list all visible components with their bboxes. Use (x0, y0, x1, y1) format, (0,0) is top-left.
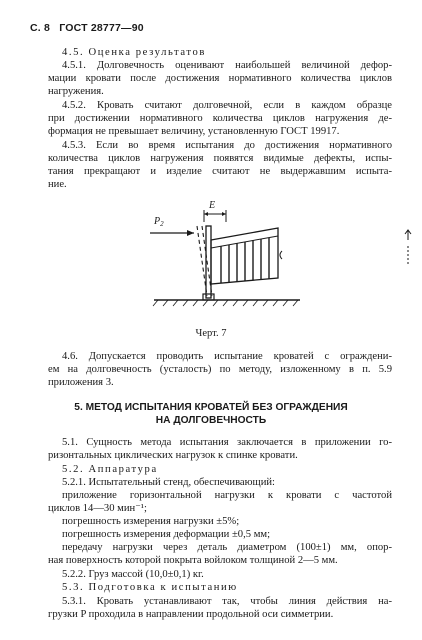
subsection-title: 5.3. Подготовка к испытанию (62, 582, 238, 593)
text-line: 4.6. Допускается проводить испытание кроватей с ограждени- (62, 351, 392, 362)
text-line: 5.1. Сущность метода испытания заключается в приложении го- (62, 437, 392, 448)
text-line: 4.5.2. Кровать считают долговечной, если в каждом образце (62, 100, 392, 111)
page-header (30, 22, 144, 34)
dimension-e-label: E (209, 200, 216, 211)
section-title: 4.5. Оценка результатов (62, 47, 206, 58)
text-line: 5.3.1. Кровать устанавливают так, чтобы линия действия на- (62, 596, 392, 607)
text-line: формация не превышает величину, установленную ГОСТ 19917. (48, 126, 340, 137)
text-line: 4.5.3. Если во время испытания до достижения нормативного (62, 140, 392, 151)
text-line: ная поверхность которой покрыта войлоком толщиной 2—5 мм. (48, 555, 338, 566)
force-label: $P_2$ (154, 216, 164, 228)
text-line: приложение горизонтальной нагрузки к кровати с частотой (62, 490, 392, 501)
section-5-heading-line2: НА ДОЛГОВЕЧНОСТЬ (155, 415, 267, 426)
text-line: грузки P проходила в направлении продольной оси симметрии. (48, 609, 334, 620)
text-line: передачу нагрузки через деталь диаметром (100±1) мм, опор- (62, 542, 392, 553)
section-5-heading: 5. МЕТОД ИСПЫТАНИЯ КРОВАТЕЙ БЕЗ ОГРАЖДЕНИЯ (74, 402, 348, 413)
text-line: приложения 3. (48, 377, 114, 388)
text-line: ние. (48, 179, 67, 190)
figure-caption: Черт. 7 (195, 328, 227, 339)
text-line: количества циклов нагружения появятся видимые дефекты, испы- (48, 153, 392, 164)
page-number: С. 8 (30, 22, 51, 34)
text-line: при достижении нормативного количества циклов нагружения де- (48, 113, 392, 124)
text-line: 5.2.2. Груз массой (10,0±0,1) кг. (62, 569, 204, 580)
text-line: тания прекращают и изделие считают не выдержавшим испыта- (48, 166, 392, 177)
text-line: нагружения. (48, 86, 104, 97)
text-line: мации кровати после достижения нормативного количества циклов (48, 73, 392, 84)
text-line: погрешность измерения нагрузки ±5%; (62, 516, 240, 527)
margin-mark (404, 228, 412, 268)
text-line: 5.2.1. Испытательный стенд, обеспечивающий: (62, 477, 275, 488)
text-line: циклов 14—30 мин⁻¹; (48, 503, 147, 514)
text-line: ризонтальных циклических нагрузок к спинке кровати. (48, 450, 298, 461)
text-line: ем на долговечность (усталость) по методу, изложенному в п. 5.9 (48, 364, 392, 375)
subsection-title: 5.2. Аппаратура (62, 464, 158, 475)
figure-drawing (150, 196, 330, 311)
text-line: погрешность измерения деформации ±0,5 мм; (62, 529, 271, 540)
text-line: 4.5.1. Долговечность оценивают наибольшей величиной дефор- (62, 60, 392, 71)
standard-number: ГОСТ 28777—90 (59, 22, 144, 34)
